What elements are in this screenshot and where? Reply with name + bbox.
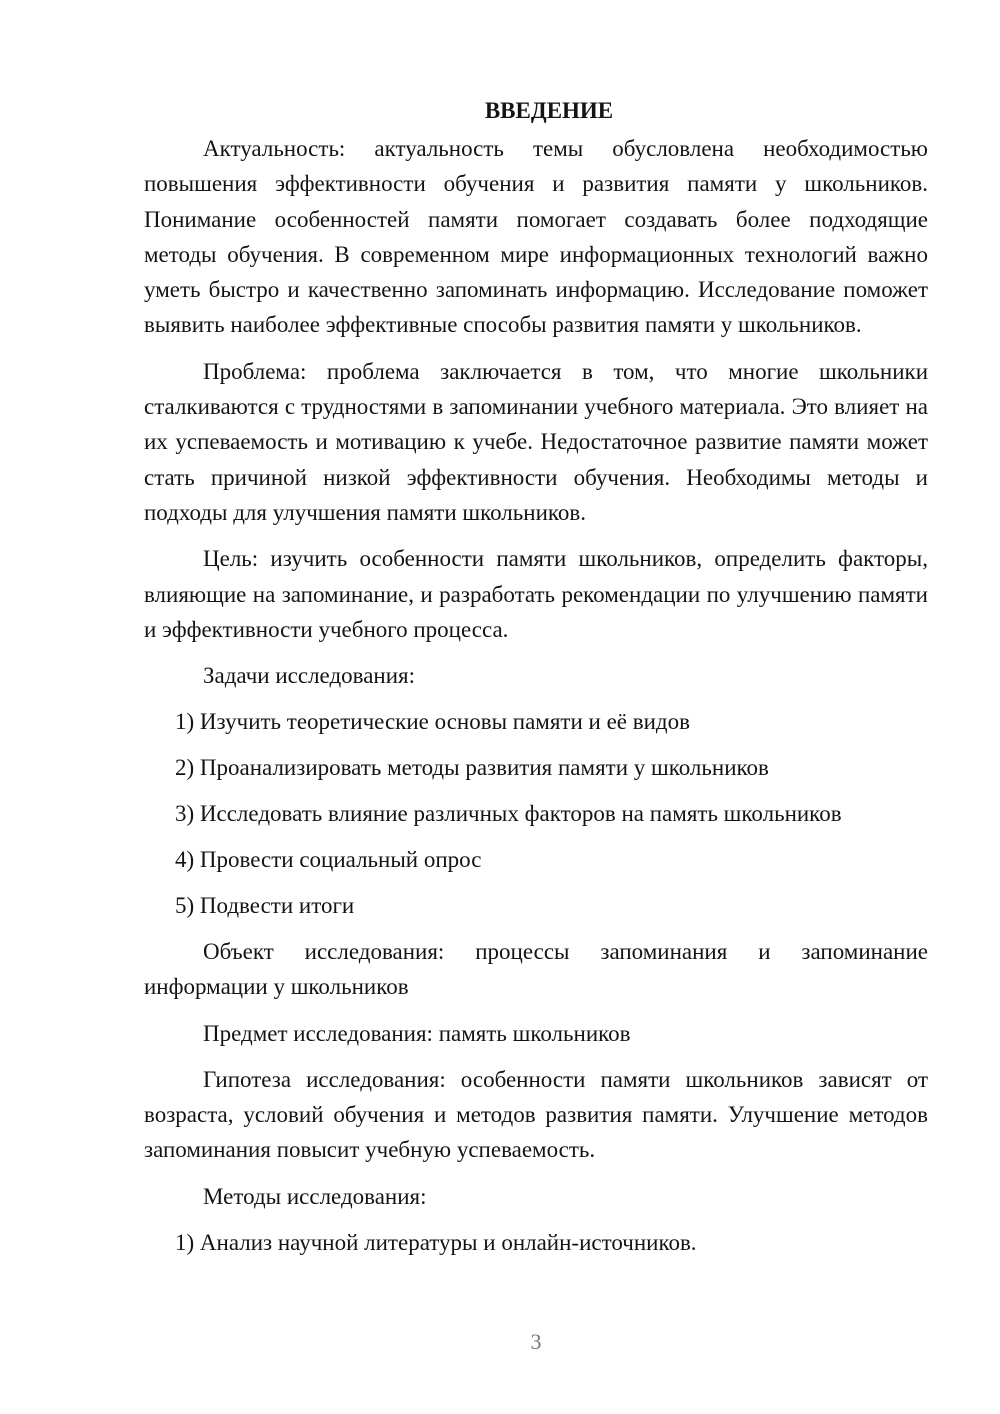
- problem-paragraph: Проблема: проблема заключается в том, что многие школьники сталкиваются с трудностями в запоминании учебного материала. Это влияет на их успеваемость и мотивацию к учебе. Недостаточное развитие памяти может стать причиной низкой эффективности обучения. Необходимы методы и подходы для улучшения памяти школьников.: [144, 358, 928, 525]
- task-item: 4) Провести социальный опрос: [175, 847, 482, 873]
- hypothesis-paragraph: Гипотеза исследования: особенности памяти школьников зависят от возраста, условий обучения и методов развития памяти. Улучшение методов запоминания повысит учебную успеваемость.: [144, 1066, 928, 1163]
- subject-paragraph: Предмет исследования: память школьников: [203, 1020, 631, 1046]
- relevance-paragraph: Актуальность: актуальность темы обусловлена необходимостью повышения эффективности обучения и развития памяти у школьников. Понимание особенностей памяти помогает создавать более подходящие методы обучения. В современном мире информационных технологий важно уметь быстро и качественно запоминать информацию. Исследование поможет выявить наиболее эффективные способы развития памяти у школьников.: [144, 136, 928, 338]
- page-text-area: [144, 91, 928, 1260]
- section-title: ВВЕДЕНИЕ: [484, 98, 614, 123]
- task-item: 2) Проанализировать методы развития памяти у школьников: [175, 755, 769, 781]
- tasks-heading: Задачи исследования:: [203, 663, 416, 689]
- task-item: 5) Подвести итоги: [175, 893, 355, 919]
- page-number: 3: [530, 1329, 542, 1354]
- methods-heading: Методы исследования:: [203, 1183, 427, 1209]
- goal-paragraph: Цель: изучить особенности памяти школьников, определить факторы, влияющие на запоминание, и разработать рекомендации по улучшению памяти и эффективности учебного процесса.: [144, 546, 928, 642]
- object-paragraph: Объект исследования: процессы запоминания и запоминание информации у школьников: [144, 939, 928, 1000]
- method-item: 1) Анализ научной литературы и онлайн-источников.: [175, 1229, 697, 1255]
- task-item: 1) Изучить теоретические основы памяти и её видов: [175, 709, 690, 735]
- task-item: 3) Исследовать влияние различных факторов на память школьников: [175, 801, 842, 827]
